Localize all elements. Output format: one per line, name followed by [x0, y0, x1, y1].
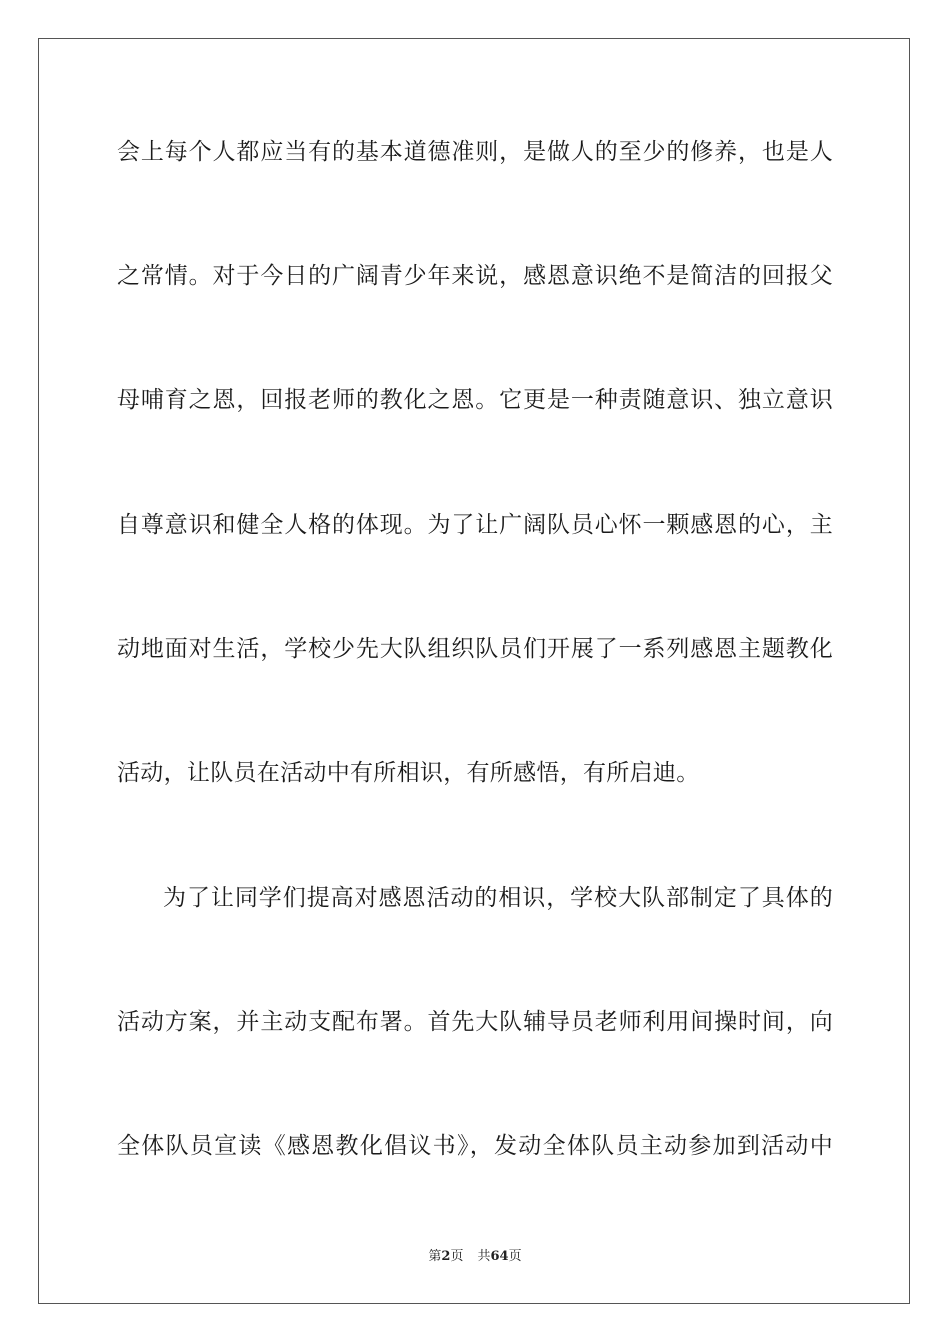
total-suffix: 页: [508, 1249, 522, 1264]
body-line-9: 全体队员宣读《感恩教化倡议书》，发动全体队员主动参加到活动中: [117, 1133, 833, 1159]
body-line-7-paragraph-start: 为了让同学们提高对感恩活动的相识，学校大队部制定了具体的: [163, 885, 833, 911]
body-line-3: 母哺育之恩，回报老师的教化之恩。它更是一种责随意识、独立意识: [117, 387, 833, 413]
page-current: 2: [441, 1249, 451, 1264]
page-prefix: 第: [428, 1249, 442, 1264]
body-line-6: 活动，让队员在活动中有所相识，有所感悟，有所启迪。: [117, 760, 700, 786]
page-border: [38, 38, 910, 1304]
page-footer: [0, 1249, 950, 1265]
body-line-1: 会上每个人都应当有的基本道德准则，是做人的至少的修养，也是人: [117, 139, 833, 165]
body-line-4: 自尊意识和健全人格的体现。为了让广阔队员心怀一颗感恩的心，主: [117, 512, 833, 538]
page-suffix: 页: [450, 1249, 464, 1264]
page-total: 64: [490, 1249, 509, 1264]
body-line-5: 动地面对生活，学校少先大队组织队员们开展了一系列感恩主题教化: [117, 636, 833, 662]
total-prefix: 共: [477, 1249, 491, 1264]
body-line-2: 之常情。对于今日的广阔青少年来说，感恩意识绝不是简洁的回报父: [117, 263, 833, 289]
body-line-8: 活动方案，并主动支配布署。首先大队辅导员老师利用间操时间，向: [117, 1009, 833, 1035]
